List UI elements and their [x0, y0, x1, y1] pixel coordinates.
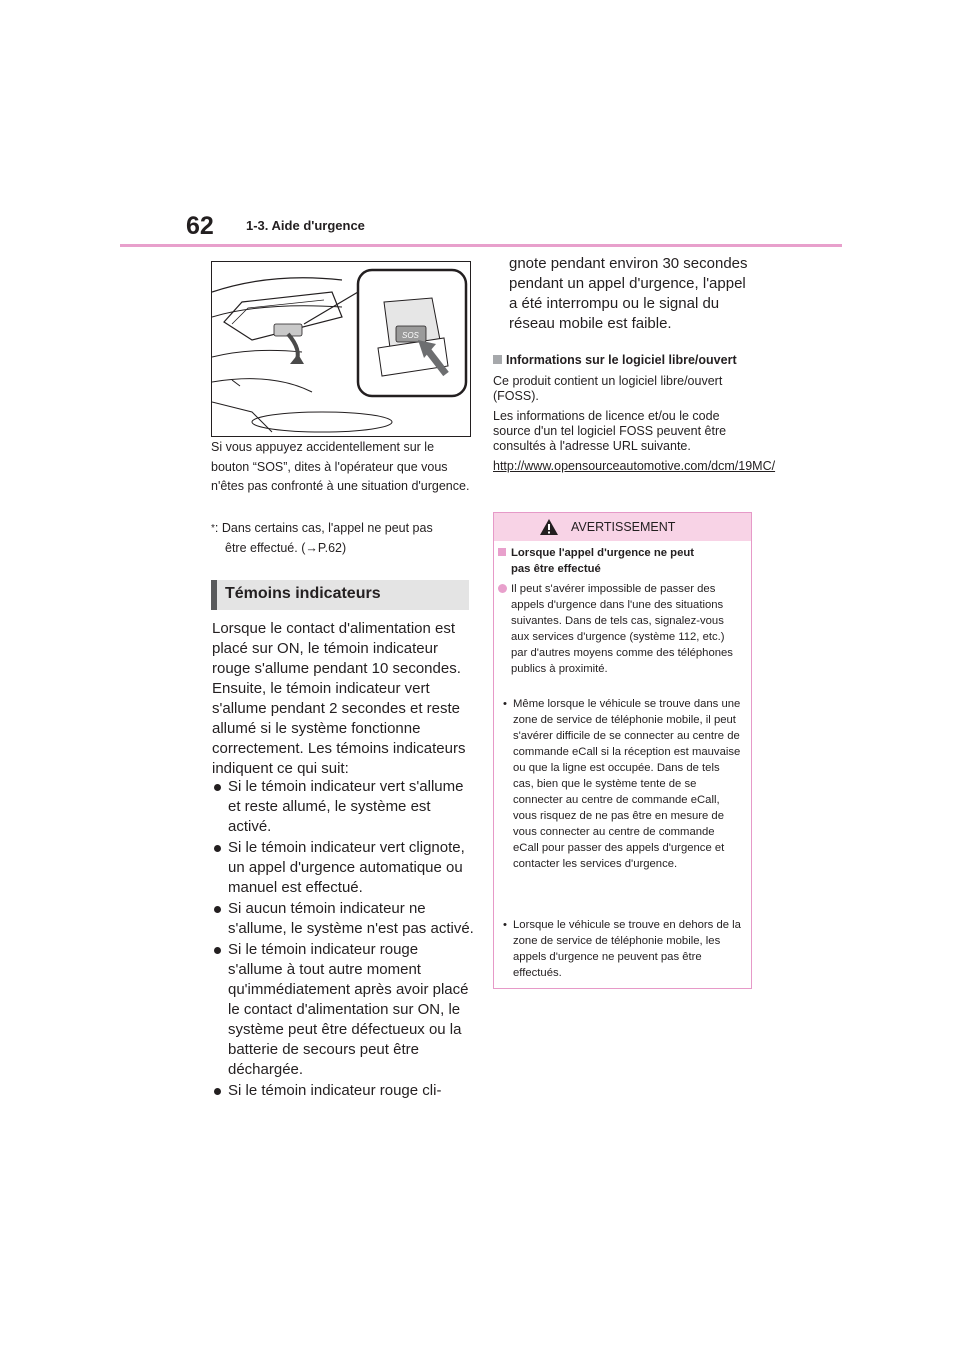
warning-title: AVERTISSEMENT: [571, 520, 676, 534]
warning-bullet-item: • Même lorsque le véhicule se trouve dans une zone de service de téléphonie mobile, il peut s'avérer difficile de se connecter au centre de commande eCall si la réception est mauvaise ou que la ligne est occupée. Dans de tels cas, bien que le système tente de se connecter au centre de commande eCall, vous risquez de ne pas être en mesure de vous connecter au centre de commande eCall pour passer des appels d'urgence et contacter les services d'urgence.: [503, 698, 741, 870]
page-number: 62: [186, 212, 214, 240]
warning-bullet-item: • Lorsque le véhicule se trouve en dehors de la zone de service de téléphonie mobile, les appels d'urgence ne peuvent pas être effectués.: [503, 919, 741, 979]
header-divider: [120, 244, 842, 247]
intro-paragraph: Lorsque le contact d'alimentation est placé sur ON, le témoin indicateur rouge s'allume pendant 10 secondes. Ensuite, le témoin indicateur vert s'allume pendant 2 secondes et reste allumé si le système fonctionne correctement. Les témoins indicateurs indiquent ce qui suit:: [212, 620, 466, 777]
foss-paragraph-1: Ce produit contient un logiciel libre/ouvert (FOSS).: [493, 374, 723, 403]
overhead-console-drawing: [212, 262, 470, 436]
warning-box: [493, 512, 752, 989]
footnote-mark: *: [211, 523, 215, 534]
footnote: [211, 519, 473, 558]
list-item: Si le témoin indicateur vert clignote, un appel d'urgence automatique ou manuel est effectué.: [212, 838, 474, 898]
foss-url-link[interactable]: http://www.opensourceautomotive.com/dcm/19MC/: [493, 459, 776, 473]
warning-triangle-icon: [539, 518, 559, 536]
heading-text: Témoins indicateurs: [225, 585, 381, 602]
warning-header: [494, 513, 751, 541]
bullet-symbol: •: [503, 698, 507, 710]
footnote-line-1: : Dans certains cas, l'appel ne peut pas: [214, 521, 433, 535]
bullet-symbol: •: [503, 919, 507, 931]
list-item: Si le témoin indicateur rouge cli-: [212, 1081, 474, 1101]
list-item: Si le témoin indicateur rouge s'allume à tout autre moment qu'immédiatement après avoir placé le contact d'alimentation sur ON, le système peut être défectueux ou la batterie de secours peut être déchargée.: [212, 940, 474, 1080]
bullet-icon: [214, 906, 221, 913]
section-title: 1-3. Aide d'urgence: [246, 218, 365, 233]
section-heading: [211, 580, 469, 610]
sos-button-illustration: [211, 261, 471, 437]
square-bullet-icon: [498, 548, 506, 556]
bullet-icon: [214, 784, 221, 791]
sos-accidental-press-note: Si vous appuyez accidentellement sur le bouton “SOS”, dites à l'opérateur que vous n'êtes pas confronté à une situation d'urgence.: [211, 440, 470, 493]
square-bullet-icon: [493, 355, 502, 364]
heading-accent-bar: [211, 580, 217, 610]
bullet-icon: [214, 845, 221, 852]
sos-button-label: SOS: [402, 331, 419, 340]
foss-title: Informations sur le logiciel libre/ouvert: [493, 353, 737, 367]
list-item: Si aucun témoin indicateur ne s'allume, le système n'est pas activé.: [212, 899, 474, 939]
continued-text: gnote pendant environ 30 secondes pendant un appel d'urgence, l'appel a été interrompu ou le signal du réseau mobile est faible.: [509, 255, 748, 332]
bullet-icon: [214, 1088, 221, 1095]
bullet-icon: [214, 947, 221, 954]
foss-paragraph-2: Les informations de licence et/ou le code source d'un tel logiciel FOSS peuvent être consultés à l'adresse URL suivante.: [493, 409, 727, 453]
footnote-line-2: être effectué. (→P.62): [225, 540, 347, 555]
warning-circle-item: Il peut s'avérer impossible de passer des appels d'urgence dans l'une des situations suivantes. Dans de tels cas, signalez-vous aux services d'urgence (système 112, etc.) par d'autres moyens comme des téléphones publics à proximité.: [498, 581, 743, 677]
circle-bullet-icon: [498, 584, 507, 593]
warning-subtitle: Lorsque l'appel d'urgence ne peut pas être effectué: [498, 545, 743, 577]
list-item: Si le témoin indicateur vert s'allume et reste allumé, le système est activé.: [212, 777, 474, 837]
